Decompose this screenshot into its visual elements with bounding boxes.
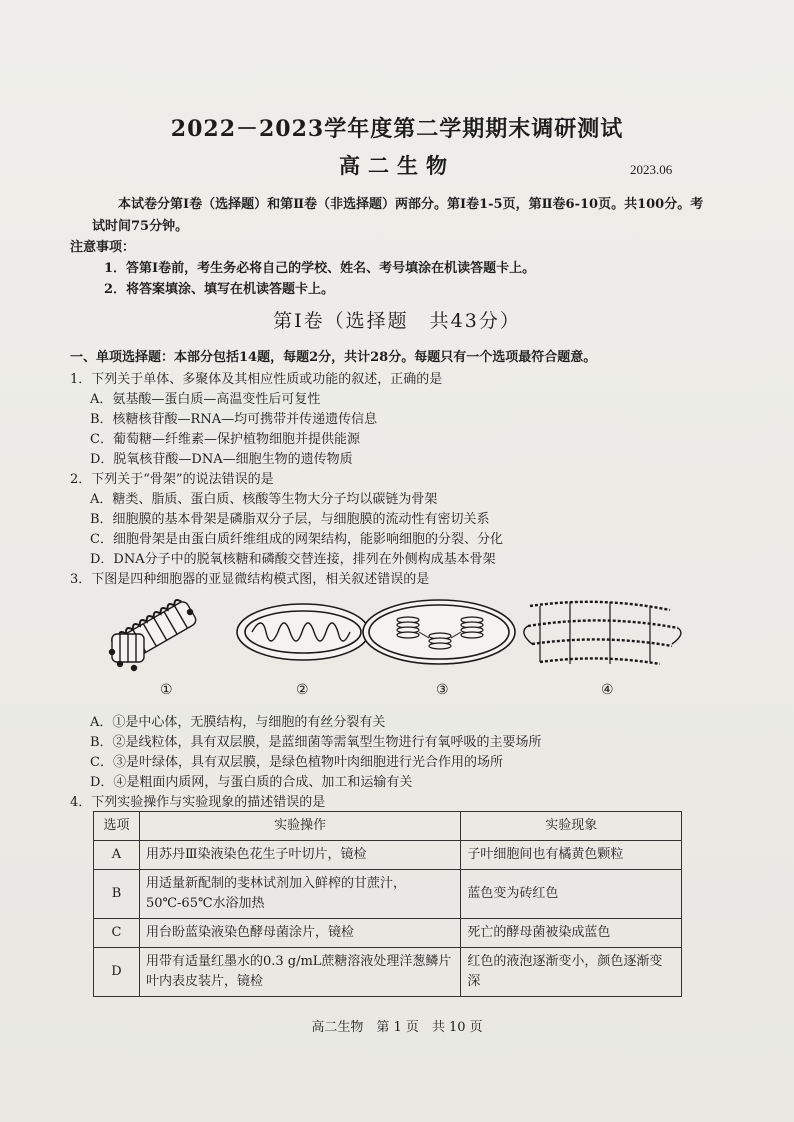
table-header-cell: 实验操作	[139, 812, 460, 841]
table-cell: 死亡的酵母菌被染成蓝色	[461, 919, 682, 948]
table-cell: 用台盼蓝染液染色酵母菌涂片，镜检	[139, 919, 460, 948]
notice-item: 2．将答案填涂、填写在机读答题卡上。	[104, 282, 335, 297]
question-option: B．核糖核苷酸—RNA—均可携带并传递遗传信息	[90, 412, 378, 427]
figure-label: ②	[296, 682, 309, 698]
exam-subject: 高二生物	[339, 153, 455, 178]
question-stem: 2．下列关于“骨架”的说法错误的是	[70, 472, 274, 487]
table-row	[94, 841, 682, 870]
notice-heading: 注意事项：	[70, 240, 136, 255]
table-cell: A	[94, 841, 140, 870]
table-row	[94, 948, 682, 997]
organelle-1-illustration	[110, 596, 198, 670]
table-cell: 用适量新配制的斐林试剂加入鲜榨的甘蔗汁，50℃-65℃水浴加热	[139, 870, 460, 919]
table-cell: 子叶细胞间也有橘黄色颗粒	[461, 841, 682, 870]
organelle-2-illustration	[237, 604, 369, 660]
section1-heading: 一、单项选择题：本部分包括14题，每题2分，共计28分。每题只有一个选项最符合题意。	[70, 350, 597, 365]
question-option: B．②是线粒体，具有双层膜，是蓝细菌等需氧型生物进行有氧呼吸的主要场所	[90, 735, 542, 750]
table-header-cell: 实验现象	[461, 812, 682, 841]
question-option: A．氨基酸—蛋白质—高温变性后可复性	[90, 392, 321, 407]
question-option: C．葡萄糖—纤维素—保护植物细胞并提供能源	[90, 432, 360, 447]
exam-date: 2023.06	[630, 162, 673, 177]
notice-item: 1．答第Ⅰ卷前，考生务必将自己的学校、姓名、考号填涂在机读答题卡上。	[104, 261, 536, 276]
question-option: B．细胞膜的基本骨架是磷脂双分子层，与细胞膜的流动性有密切关系	[90, 512, 490, 527]
table-cell: 红色的液泡逐渐变小，颜色逐渐变深	[461, 948, 682, 997]
experiment-table	[93, 811, 682, 997]
question-stem: 1．下列关于单体、多聚体及其相应性质或功能的叙述，正确的是	[70, 372, 443, 387]
question-option: C．③是叶绿体，具有双层膜，是绿色植物叶肉细胞进行光合作用的场所	[90, 755, 503, 770]
question-option: A．糖类、脂质、蛋白质、核酸等生物大分子均以碳链为骨架	[90, 492, 438, 507]
question-option: C．细胞骨架是由蛋白质纤维组成的网架结构，能影响细胞的分裂、分化	[90, 532, 503, 547]
question-option: D．DNA分子中的脱氧核糖和磷酸交替连接，排列在外侧构成基本骨架	[90, 552, 496, 567]
table-header-cell: 选项	[94, 812, 140, 841]
table-cell: B	[94, 870, 140, 919]
table-cell: 蓝色变为砖红色	[461, 870, 682, 919]
question-stem: 3．下图是四种细胞器的亚显微结构模式图，相关叙述错误的是	[70, 572, 430, 587]
question-option: D．脱氧核苷酸—DNA—细胞生物的遗传物质	[90, 452, 353, 467]
table-cell: C	[94, 919, 140, 948]
figure-label: ①	[160, 682, 173, 698]
organelle-4-illustration	[524, 602, 681, 664]
organelle-3-illustration	[363, 600, 515, 664]
exam-intro: 本试卷分第Ⅰ卷（选择题）和第Ⅱ卷（非选择题）两部分。第Ⅰ卷1-5页，第Ⅱ卷6-10页。共100分。考试时间75分钟。	[92, 197, 704, 234]
page-footer: 高二生物 第 1 页 共 10 页	[311, 1020, 483, 1035]
figure-label: ④	[601, 682, 614, 698]
figure-label: ③	[436, 682, 449, 698]
part1-heading: 第Ⅰ卷（选择题 共43分）	[273, 310, 521, 332]
question-stem: 4．下列实验操作与实验现象的描述错误的是	[70, 795, 326, 810]
table-header-row	[94, 812, 682, 841]
exam-title: 2022－2023学年度第二学期期末调研测试	[170, 116, 624, 142]
table-cell: D	[94, 948, 140, 997]
question-option: D．④是粗面内质网，与蛋白质的合成、加工和运输有关	[90, 775, 413, 790]
question-option: A．①是中心体，无膜结构，与细胞的有丝分裂有关	[90, 715, 386, 730]
table-row	[94, 919, 682, 948]
table-cell: 用带有适量红墨水的0.3 g/mL蔗糖溶液处理洋葱鳞片叶内表皮装片，镜检	[139, 948, 460, 997]
table-row	[94, 870, 682, 919]
table-cell: 用苏丹Ⅲ染液染色花生子叶切片，镜检	[139, 841, 460, 870]
